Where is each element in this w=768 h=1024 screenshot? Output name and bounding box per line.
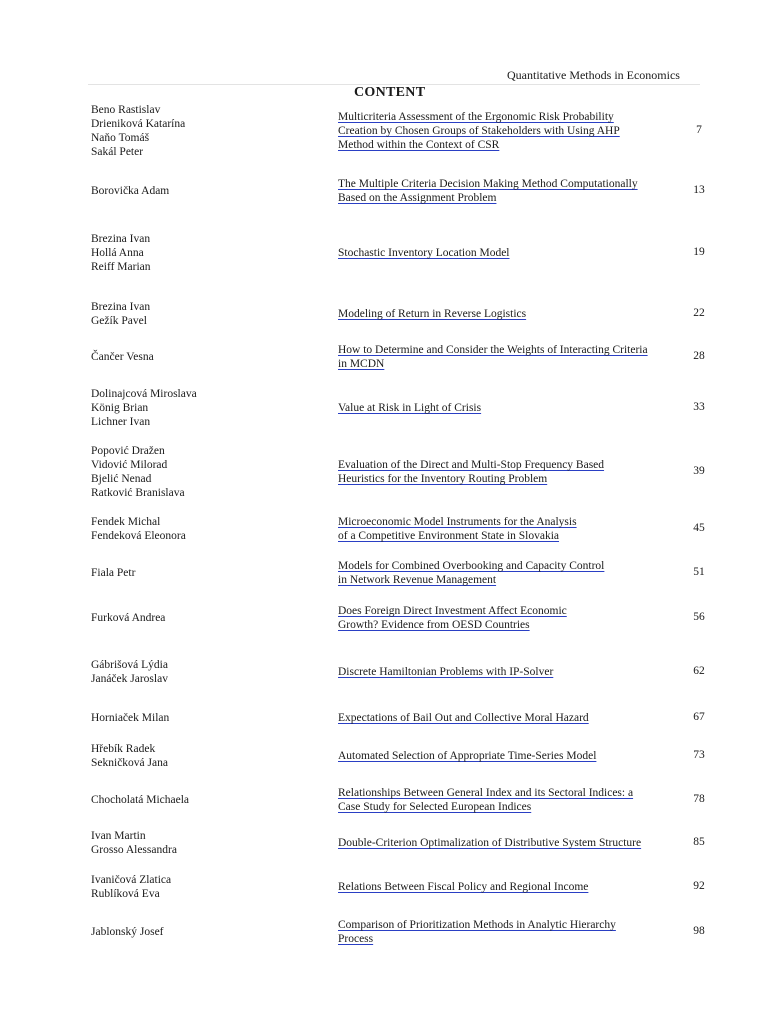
entry-title-link[interactable]: [338, 786, 690, 814]
entry-authors: [91, 103, 321, 159]
entry-title-link[interactable]: [338, 246, 690, 260]
author-name: Ivan Martin: [91, 830, 146, 842]
title-line[interactable]: Growth? Evidence from OESD Countries: [338, 619, 530, 631]
page-number: 56: [693, 611, 705, 623]
title-line[interactable]: Does Foreign Direct Investment Affect Economic: [338, 605, 567, 617]
header-title: Quantitative Methods in Economics: [507, 68, 680, 82]
author-name: Ivaničová Zlatica: [91, 874, 172, 886]
title-line[interactable]: Based on the Assignment Problem: [338, 192, 497, 204]
author-name: Sekničková Jana: [91, 757, 168, 769]
title-line[interactable]: Stochastic Inventory Location Model: [338, 247, 510, 259]
title-line[interactable]: Heuristics for the Inventory Routing Problem: [338, 473, 548, 485]
title-line[interactable]: Multicriteria Assessment of the Ergonomic Risk Probability: [338, 111, 614, 123]
author-name: Brezina Ivan: [91, 301, 151, 313]
title-line[interactable]: Double-Criterion Optimalization of Distributive System Structure: [338, 837, 642, 849]
page-number: 62: [693, 665, 705, 677]
title-line[interactable]: Creation by Chosen Groups of Stakeholders with Using AHP: [338, 125, 620, 137]
entry-authors: [91, 350, 321, 364]
page-number: 28: [693, 350, 705, 362]
entry-authors: [91, 658, 321, 686]
author-name: König Brian: [91, 402, 149, 414]
title-line[interactable]: in MCDN: [338, 358, 385, 370]
title-line[interactable]: Discrete Hamiltonian Problems with IP-Solver: [338, 666, 554, 678]
entry-authors: [91, 611, 321, 625]
author-name: Naňo Tomáš: [91, 132, 150, 144]
page-number: 85: [693, 836, 705, 848]
author-name: Grosso Alessandra: [91, 844, 177, 856]
title-line[interactable]: Comparison of Prioritization Methods in Analytic Hierarchy: [338, 919, 616, 931]
author-name: Hollá Anna: [91, 247, 144, 259]
author-name: Sakál Peter: [91, 146, 144, 158]
title-line[interactable]: Expectations of Bail Out and Collective Moral Hazard: [338, 712, 589, 724]
entry-authors: [91, 925, 321, 939]
entry-title-link[interactable]: [338, 918, 690, 946]
title-line[interactable]: Models for Combined Overbooking and Capacity Control: [338, 560, 605, 572]
author-name: Vidović Milorad: [91, 459, 168, 471]
entry-authors: [91, 300, 321, 328]
author-name: Fiala Petr: [91, 567, 136, 579]
page-number: 98: [693, 925, 705, 937]
entry-title-link[interactable]: [338, 711, 690, 725]
title-line[interactable]: Relations Between Fiscal Policy and Regional Income: [338, 881, 589, 893]
title-line[interactable]: of a Competitive Environment State in Slovakia: [338, 530, 560, 542]
author-name: Fendeková Eleonora: [91, 530, 186, 542]
author-name: Chocholatá Michaela: [91, 794, 190, 806]
entry-title-link[interactable]: [338, 401, 690, 415]
entry-title-link[interactable]: [338, 665, 690, 679]
author-name: Rublíková Eva: [91, 888, 160, 900]
page-number: 73: [693, 749, 705, 761]
entry-title-link[interactable]: [338, 559, 690, 587]
title-line[interactable]: Process: [338, 933, 374, 945]
page-number: 92: [693, 880, 705, 892]
entry-title-link[interactable]: [338, 307, 690, 321]
entry-authors: [91, 742, 321, 770]
author-name: Furková Andrea: [91, 612, 166, 624]
entry-title-link[interactable]: [338, 110, 690, 152]
title-line[interactable]: Microeconomic Model Instruments for the Analysis: [338, 516, 577, 528]
author-name: Hřebík Radek: [91, 743, 156, 755]
title-line[interactable]: Value at Risk in Light of Crisis: [338, 402, 482, 414]
page-number: 7: [696, 124, 702, 136]
author-name: Popović Dražen: [91, 445, 165, 457]
author-name: Dolinajcová Miroslava: [91, 388, 197, 400]
author-name: Bjelić Nenad: [91, 473, 152, 485]
entry-authors: [91, 515, 321, 543]
author-name: Gežík Pavel: [91, 315, 147, 327]
page-number: 19: [693, 246, 705, 258]
entry-authors: [91, 184, 321, 198]
title-line[interactable]: Relationships Between General Index and its Sectoral Indices: a: [338, 787, 634, 799]
entry-title-link[interactable]: [338, 177, 690, 205]
title-line[interactable]: Method within the Context of CSR: [338, 139, 500, 151]
page-number: 45: [693, 522, 705, 534]
author-name: Reiff Marian: [91, 261, 151, 273]
entry-authors: [91, 793, 321, 807]
author-name: Borovička Adam: [91, 185, 170, 197]
author-name: Lichner Ivan: [91, 416, 151, 428]
title-line[interactable]: Case Study for Selected European Indices: [338, 801, 532, 813]
entry-authors: [91, 873, 321, 901]
entry-title-link[interactable]: [338, 458, 690, 486]
entry-title-link[interactable]: [338, 604, 690, 632]
entry-authors: [91, 566, 321, 580]
title-line[interactable]: Modeling of Return in Reverse Logistics: [338, 308, 527, 320]
author-name: Fendek Michal: [91, 516, 161, 528]
page-number: 39: [693, 465, 705, 477]
title-line[interactable]: Automated Selection of Appropriate Time-Series Model: [338, 750, 597, 762]
entry-title-link[interactable]: [338, 880, 690, 894]
title-line[interactable]: How to Determine and Consider the Weights of Interacting Criteria: [338, 344, 648, 356]
title-line[interactable]: Evaluation of the Direct and Multi-Stop Frequency Based: [338, 459, 605, 471]
author-name: Jablonský Josef: [91, 926, 164, 938]
entry-title-link[interactable]: [338, 343, 690, 371]
entry-authors: [91, 387, 321, 429]
page-number: 67: [693, 711, 705, 723]
author-name: Beno Rastislav: [91, 104, 161, 116]
author-name: Čančer Vesna: [91, 351, 154, 363]
entry-title-link[interactable]: [338, 749, 690, 763]
title-line[interactable]: in Network Revenue Management: [338, 574, 497, 586]
entry-authors: [91, 711, 321, 725]
page-number: 13: [693, 184, 705, 196]
author-name: Gábrišová Lýdia: [91, 659, 168, 671]
entry-title-link[interactable]: [338, 836, 690, 850]
author-name: Horniaček Milan: [91, 712, 170, 724]
author-name: Brezina Ivan: [91, 233, 151, 245]
author-name: Ratković Branislava: [91, 487, 185, 499]
page-number: 78: [693, 793, 705, 805]
page-number: 33: [693, 401, 705, 413]
entry-authors: [91, 829, 321, 857]
content-heading: CONTENT: [354, 85, 426, 100]
entry-authors: [91, 232, 321, 274]
author-name: Janáček Jaroslav: [91, 673, 168, 685]
page-number: 51: [693, 566, 705, 578]
page-number: 22: [693, 307, 705, 319]
entry-authors: [91, 444, 321, 500]
author-name: Drieniková Katarína: [91, 118, 186, 130]
entry-title-link[interactable]: [338, 515, 690, 543]
title-line[interactable]: The Multiple Criteria Decision Making Method Computationally: [338, 178, 638, 190]
